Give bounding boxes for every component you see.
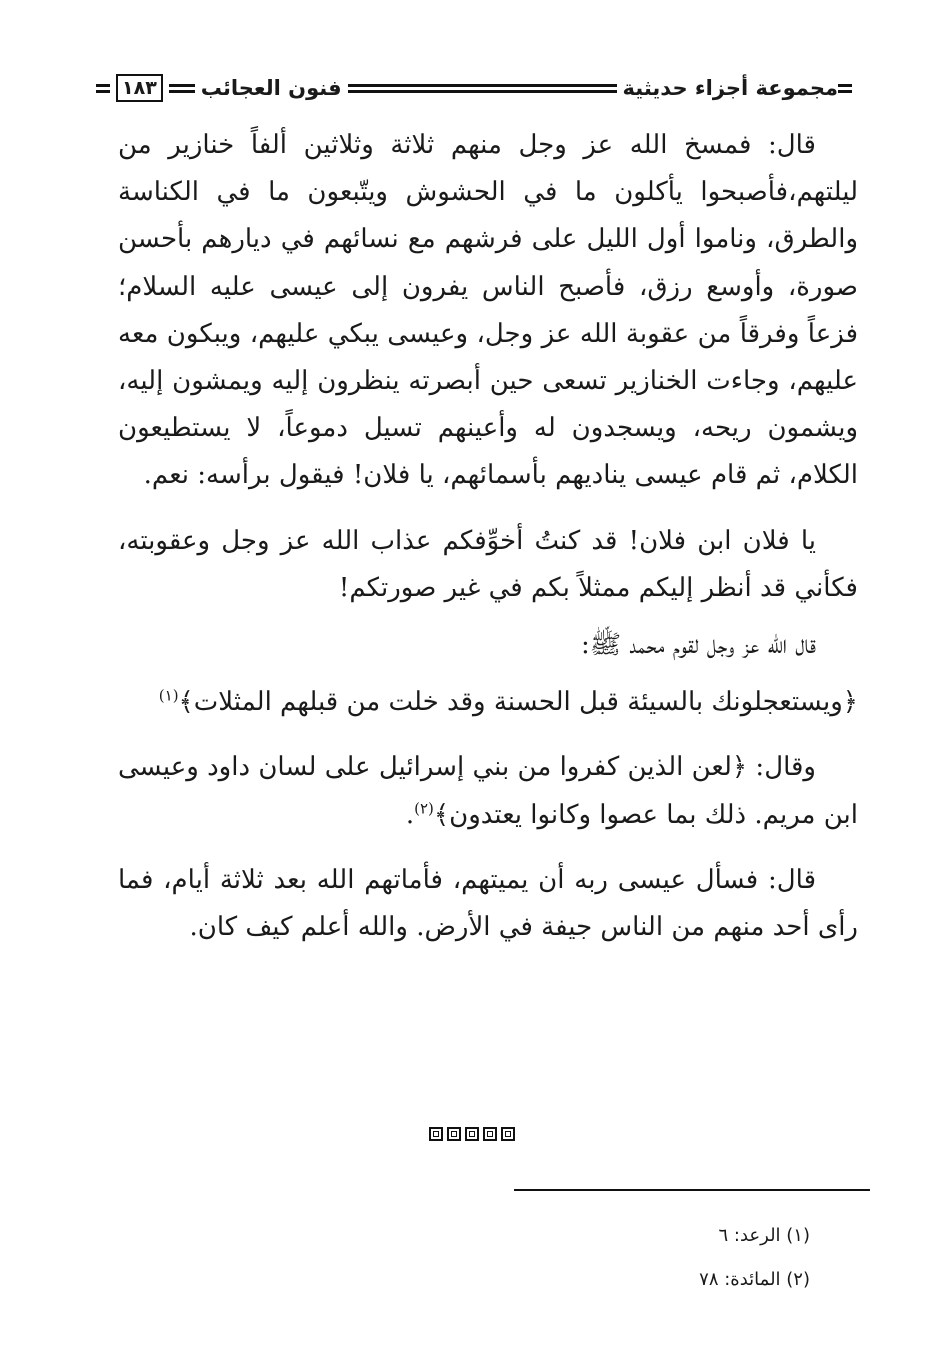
separator-square [465,1127,479,1141]
separator-square [501,1127,515,1141]
paragraph-warning: يا فلان ابن فلان! قد كنتُ أخوِّفكم عذاب الله عز وجل وعقوبته، فكأني قد أنظر إليكم ممثلاً بكم في غير صورتكم! [118,525,858,603]
header-rule-before-number [169,84,195,93]
header-rule-start [838,84,852,93]
quran-verse-2 [118,744,858,838]
verse-1-text: ﴿ويستعجلونك بالسيئة قبل الحسنة وقد خلت من قبلهم المثلات﴾ [178,687,858,718]
footnote-2: (٢) المائدة: ٧٨ [699,1269,810,1290]
header-rule-middle [348,84,617,93]
footnote-ref-1: (١) [158,686,179,705]
paragraph-conclusion: قال: فسأل عيسى ربه أن يميتهم، فأماتهم الله بعد ثلاثة أيام، فما رأى أحد منهم من الناس جيفة في الأرض. والله أعلم كيف كان. [118,864,858,943]
series-title: مجموعة أجزاء حديثية [622,76,838,100]
verse-2-text: وقال: ﴿لعن الذين كفروا من بني إسرائيل على لسان داود وعيسى ابن مريم. ذلك بما عصوا وكانوا يعتدون﴾ [118,752,858,830]
footnotes [410,1214,810,1302]
main-text [118,122,858,951]
paragraph-intro-verse: قال الله عز وجل لقوم محمد ﷺ: [580,630,816,661]
separator-square [429,1127,443,1141]
quran-verse-1 [118,679,858,726]
paragraph-narration: قال: فمسخ الله عز وجل منهم ثلاثة وثلاثين ألفاً خنازير من ليلتهم،فأصبحوا يأكلون ما في الحشوش ويتّبعون ما في الكناسة والطرق، وناموا أول الليل على فرشهم مع نسائهم في ديارهم بأحسن صورة، وأوسع رزق، فأصبح الناس يفرون إلى عيسى عليه السلام؛ فزعاً وفرقاً من عقوبة الله عز وجل، وعيسى يبكي عليهم، ويبكون معه عليهم، وجاءت الخنازير تسعى حين أبصرته ينظرون إليه ويمشون إليه، ويشمون ريحه، ويسجدون له وأعينهم تسيل دموعاً، لا يستطيعون الكلام، ثم قام عيسى يناديهم بأسمائهم، يا فلان! فيقول برأسه: نعم. [118,130,858,491]
separator-square [447,1127,461,1141]
footnote-1: (١) الرعد: ٦ [718,1225,810,1246]
section-separator [0,1127,944,1141]
separator-square [483,1127,497,1141]
page-number: ١٨٣ [116,74,163,102]
header-rule-end [96,84,110,93]
running-header [96,68,858,108]
footnote-rule [514,1189,870,1191]
verse-2-period: . [405,799,415,830]
book-title: فنون العجائب [200,76,342,100]
footnote-ref-2: (٢) [414,798,434,817]
